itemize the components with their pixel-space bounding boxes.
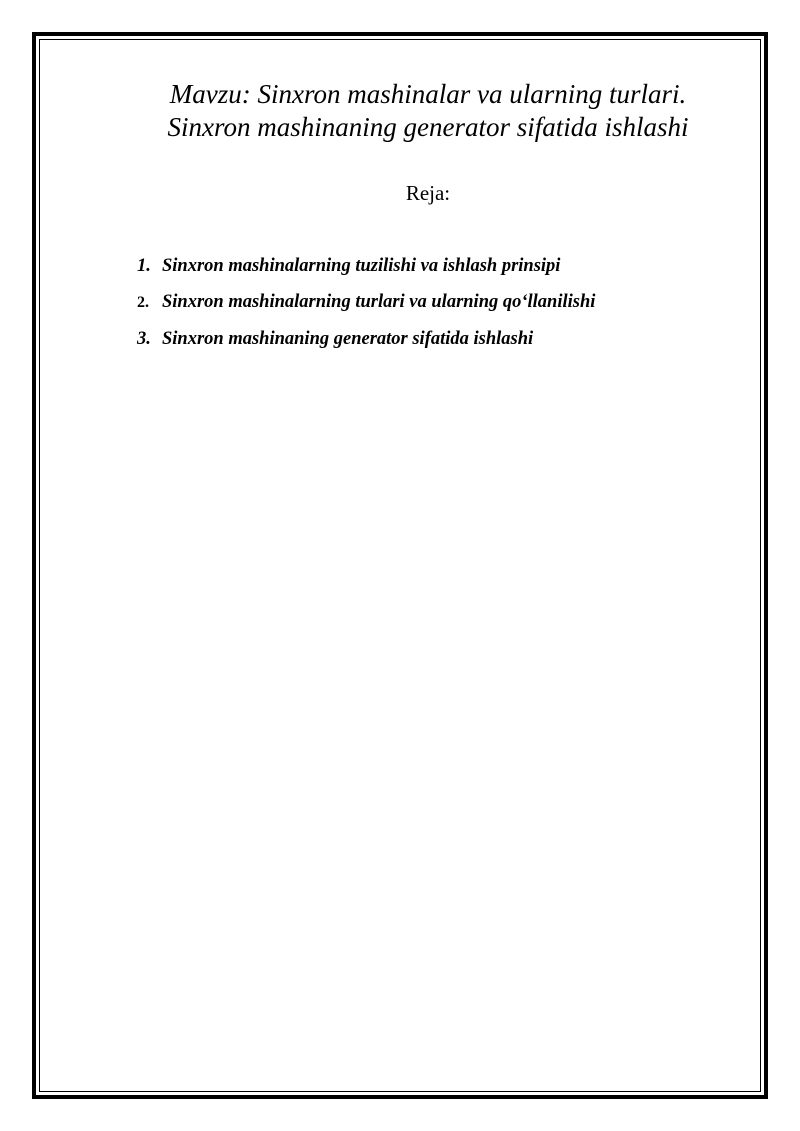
plan-item-text: Sinxron mashinalarning tuzilishi va ishlash prinsipi xyxy=(162,256,561,276)
plan-item-number: 1. xyxy=(137,256,151,276)
plan-item-text: Sinxron mashinaning generator sifatida ishlashi xyxy=(162,329,534,349)
plan-item-number: 3. xyxy=(137,329,151,349)
plan-list xyxy=(137,254,595,363)
document-title xyxy=(0,78,800,144)
plan-item-text: Sinxron mashinalarning turlari va ularning qo‘llanilishi xyxy=(162,292,596,312)
title-line-2: Sinxron mashinaning generator sifatida ishlashi xyxy=(167,112,689,142)
plan-heading: Reja: xyxy=(405,181,451,205)
plan-item-3 xyxy=(137,327,595,351)
plan-item-1 xyxy=(137,254,595,278)
plan-item-number: 2. xyxy=(137,294,149,311)
plan-item-2 xyxy=(137,290,595,315)
title-line-1: Mavzu: Sinxron mashinalar va ularning turlari. xyxy=(169,79,687,109)
